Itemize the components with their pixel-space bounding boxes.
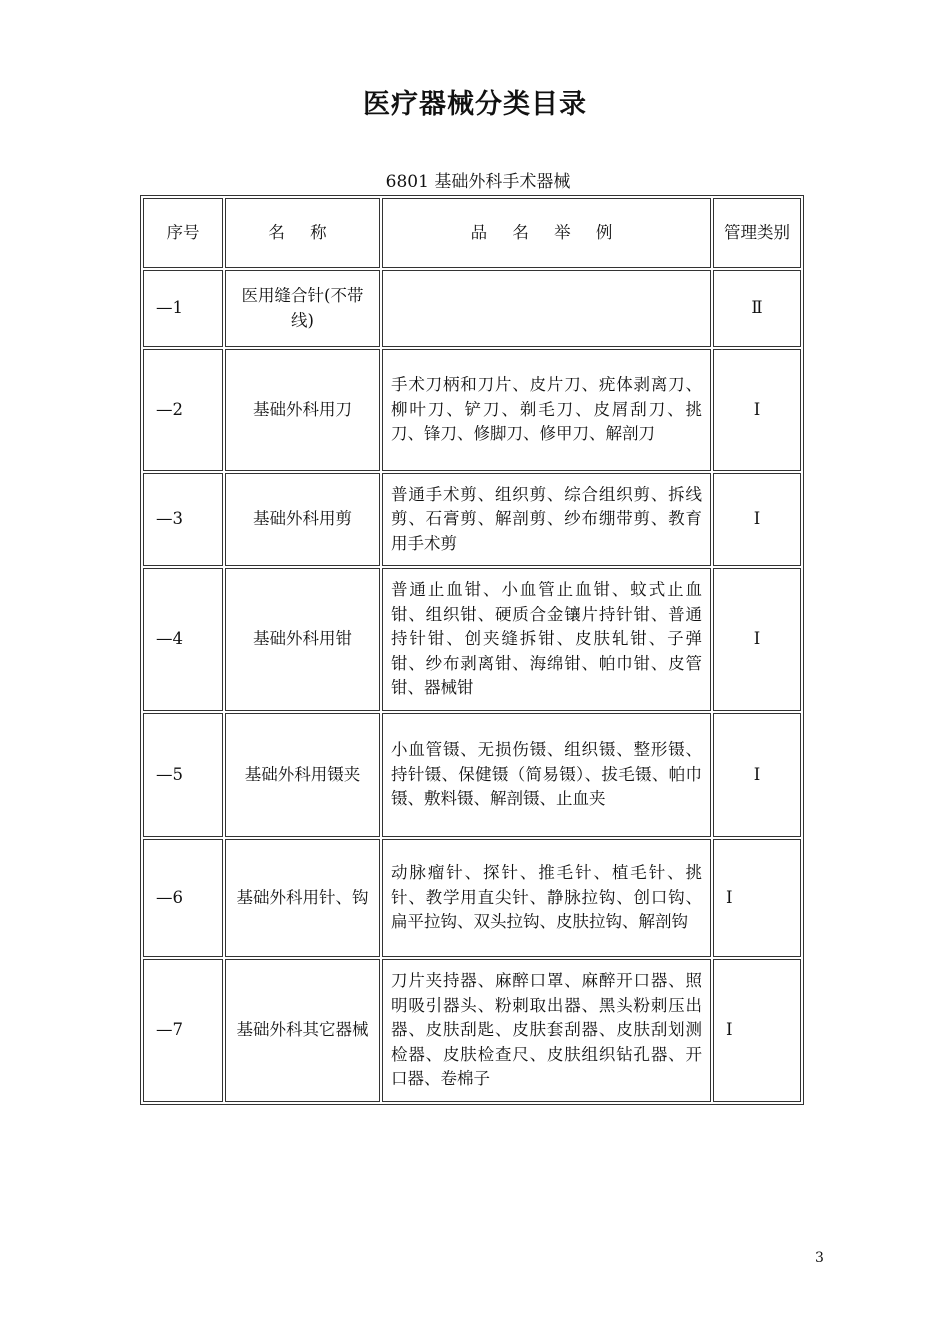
row-serial-number: —7 <box>143 959 223 1102</box>
page-number: 3 <box>815 1250 824 1266</box>
table-header-row <box>143 198 801 268</box>
row-name: 基础外科用剪 <box>225 473 380 566</box>
row-serial-number: —3 <box>143 473 223 566</box>
row-product-examples: 手术刀柄和刀片、皮片刀、疣体剥离刀、柳叶刀、铲刀、剃毛刀、皮屑刮刀、挑刀、锋刀、修脚刀、修甲刀、解剖刀 <box>382 349 711 471</box>
row-serial-number: —2 <box>143 349 223 471</box>
row-product-examples: 小血管镊、无损伤镊、组织镊、整形镊、持针镊、保健镊（简易镊）、拔毛镊、帕巾镊、敷料镊、解剖镊、止血夹 <box>382 713 711 837</box>
row-name: 医用缝合针(不带线) <box>225 270 380 347</box>
row-product-examples <box>382 270 711 347</box>
row-product-examples: 普通止血钳、小血管止血钳、蚊式止血钳、组织钳、硬质合金镶片持针钳、普通持针钳、创夹缝拆钳、皮肤轧钳、子弹钳、纱布剥离钳、海绵钳、帕巾钳、皮管钳、器械钳 <box>382 568 711 711</box>
header-name: 名 称 <box>225 198 380 268</box>
catalog-table <box>140 195 804 1105</box>
row-product-examples: 动脉瘤针、探针、推毛针、植毛针、挑针、教学用直尖针、静脉拉钩、创口钩、扁平拉钩、双头拉钩、皮肤拉钩、解剖钩 <box>382 839 711 957</box>
table-row <box>143 473 801 566</box>
table-row <box>143 349 801 471</box>
row-name: 基础外科用刀 <box>225 349 380 471</box>
row-serial-number: —5 <box>143 713 223 837</box>
header-serial-number: 序号 <box>143 198 223 268</box>
row-management-class: Ⅰ <box>713 568 801 711</box>
row-product-examples: 刀片夹持器、麻醉口罩、麻醉开口器、照明吸引器头、粉刺取出器、黑头粉刺压出器、皮肤刮匙、皮肤套刮器、皮肤刮划测检器、皮肤检查尺、皮肤组织钻孔器、开口器、卷棉子 <box>382 959 711 1102</box>
table-row <box>143 839 801 957</box>
row-management-class: Ⅰ <box>713 473 801 566</box>
row-management-class: I <box>713 839 801 957</box>
row-name: 基础外科其它器械 <box>225 959 380 1102</box>
row-name: 基础外科用镊夹 <box>225 713 380 837</box>
row-management-class: Ⅰ <box>713 349 801 471</box>
row-management-class: Ⅱ <box>713 270 801 347</box>
table-row <box>143 270 801 347</box>
row-management-class: Ⅰ <box>713 713 801 837</box>
row-product-examples: 普通手术剪、组织剪、综合组织剪、拆线剪、石膏剪、解剖剪、纱布绷带剪、教育用手术剪 <box>382 473 711 566</box>
row-serial-number: —4 <box>143 568 223 711</box>
header-product-examples: 品 名 举 例 <box>382 198 711 268</box>
table-row <box>143 959 801 1102</box>
table-row <box>143 568 801 711</box>
header-management-class: 管理类别 <box>713 198 801 268</box>
row-serial-number: —1 <box>143 270 223 347</box>
row-name: 基础外科用钳 <box>225 568 380 711</box>
page-title: 医疗器械分类目录 <box>363 89 587 120</box>
row-management-class: I <box>713 959 801 1102</box>
table-row <box>143 713 801 837</box>
table-caption: 6801 基础外科手术器械 <box>385 172 571 192</box>
row-name: 基础外科用针、钩 <box>225 839 380 957</box>
row-serial-number: —6 <box>143 839 223 957</box>
